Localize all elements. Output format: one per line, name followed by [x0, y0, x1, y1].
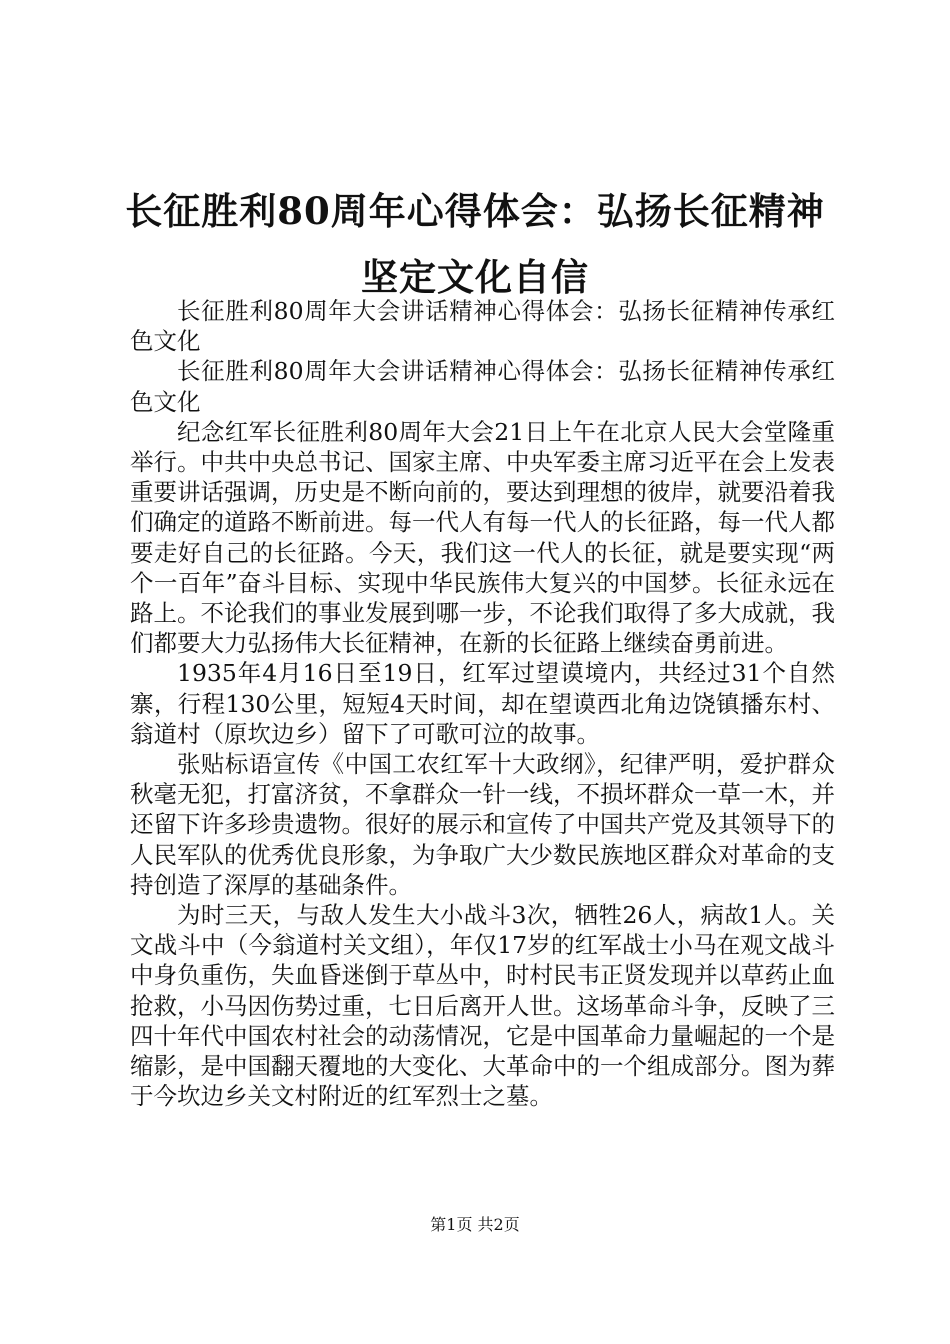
paragraph: 长征胜利80周年大会讲话精神心得体会：弘扬长征精神传承红色文化: [130, 297, 835, 356]
document-body: [130, 296, 835, 1111]
paragraph: 为时三天，与敌人发生大小战斗3次，牺牲26人，病故1人。关文战斗中（今翁道村关文组），年仅17岁的红军战士小马在观文战斗中身负重伤，失血昏迷倒于草丛中，时村民韦正贤发现并以草药止血抢救，小马因伤势过重，七日后离开人世。这场革命斗争，反映了三四十年代中国农村社会的动荡情况，它是中国革命力量崛起的一个是缩影，是中国翻天覆地的大变化、大革命中的一个组成部分。图为葬于今坎边乡关文村附近的红军烈士之墓。: [130, 901, 835, 1111]
paragraph: 纪念红军长征胜利80周年大会21日上午在北京人民大会堂隆重举行。中共中央总书记、国家主席、中央军委主席习近平在会上发表重要讲话强调，历史是不断向前的，要达到理想的彼岸，就要沿着我们确定的道路不断前进。每一代人有每一代人的长征路，每一代人都要走好自己的长征路。今天，我们这一代人的长征，就是要实现“两个一百年”奋斗目标、实现中华民族伟大复兴的中国梦。长征永远在路上。不论我们的事业发展到哪一步，不论我们取得了多大成就，我们都要大力弘扬伟大长征精神，在新的长征路上继续奋勇前进。: [130, 417, 835, 658]
paragraph: 张贴标语宣传《中国工农红军十大政纲》，纪律严明，爱护群众秋毫无犯，打富济贫，不拿群众一针一线，不损坏群众一草一木，并还留下许多珍贵遗物。很好的展示和宣传了中国共产党及其领导下的人民军队的优秀优良形象，为争取广大少数民族地区群众对革命的支持创造了深厚的基础条件。: [130, 750, 835, 899]
page-footer: 第1页 共2页: [430, 1215, 520, 1234]
document-title: 长征胜利80周年心得体会：弘扬长征精神坚定文化自信: [125, 189, 825, 299]
paragraph: 1935年4月16日至19日，红军过望谟境内，共经过31个自然寨，行程130公里，短短4天时间，却在望谟西北角边饶镇播东村、翁道村（原坎边乡）留下了可歌可泣的故事。: [130, 659, 835, 748]
paragraph: 长征胜利80周年大会讲话精神心得体会：弘扬长征精神传承红色文化: [130, 357, 835, 416]
